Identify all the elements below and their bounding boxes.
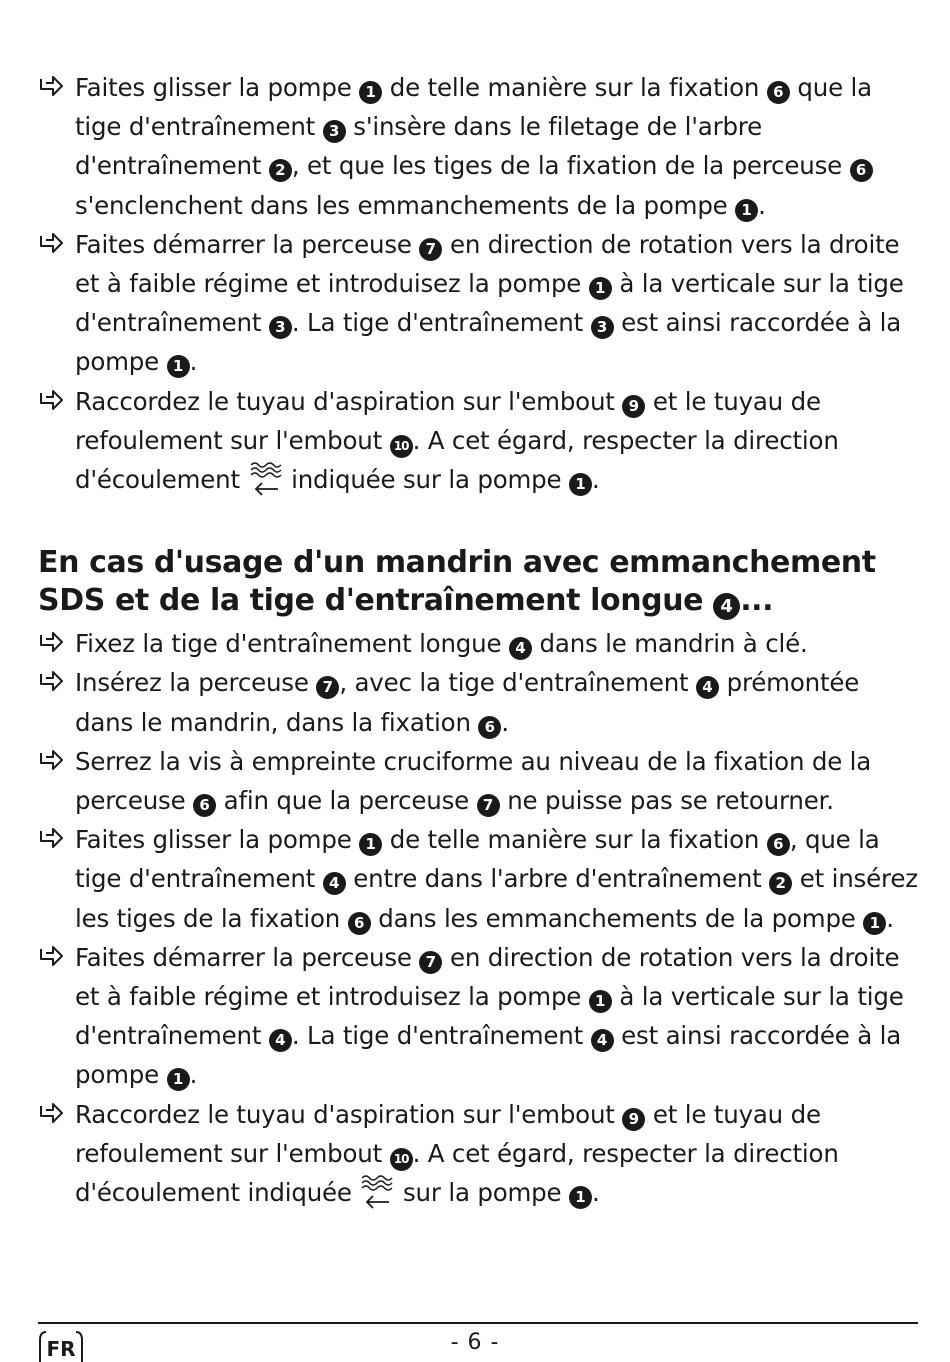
part-number-badge: 1 bbox=[589, 277, 612, 300]
part-number-badge: 1 bbox=[589, 990, 612, 1013]
text-run: En cas d'usage d'un mandrin avec emmanchement SDS et de la tige d'entraînement longue bbox=[38, 545, 876, 619]
part-number-badge: 3 bbox=[591, 316, 614, 339]
part-number-badge: 7 bbox=[477, 794, 500, 817]
text-run: , et que les tiges de la fixation de la perceuse bbox=[291, 151, 850, 181]
text-run: Raccordez le tuyau d'aspiration sur l'embout bbox=[75, 386, 623, 416]
text-run: prémontée dans le mandrin, dans la fixation bbox=[75, 668, 860, 737]
text-run: Faites glisser la pompe bbox=[75, 73, 360, 102]
text-run: Faites démarrer la perceuse bbox=[75, 942, 420, 972]
part-number-badge: 7 bbox=[316, 676, 339, 699]
text-run: . bbox=[758, 190, 766, 220]
part-number-badge: 7 bbox=[419, 238, 442, 261]
section-steps-short-shaft bbox=[38, 68, 918, 499]
part-number-badge: 4 bbox=[696, 676, 719, 699]
part-number-badge: 4 bbox=[509, 637, 532, 660]
text-run: sur la pompe bbox=[395, 1178, 569, 1208]
part-number-badge: 7 bbox=[419, 951, 442, 974]
instruction-step bbox=[38, 382, 918, 500]
part-number-badge: 4 bbox=[269, 1029, 292, 1052]
part-number-badge: 10 bbox=[390, 435, 413, 458]
instruction-step bbox=[38, 68, 918, 225]
language-code: FR bbox=[46, 1337, 76, 1361]
text-run: et le tuyau de refoulement sur l'embout bbox=[75, 1099, 821, 1168]
text-run: entre dans l'arbre d'entraînement bbox=[345, 864, 770, 894]
page-number: - 6 - bbox=[450, 1330, 500, 1355]
flow-direction-icon bbox=[359, 1173, 395, 1211]
part-number-badge: 4 bbox=[713, 593, 740, 620]
part-number-badge: 6 bbox=[193, 794, 216, 817]
text-run: Serrez la vis à empreinte cruciforme au niveau de la fixation de la perceuse bbox=[75, 746, 872, 816]
text-run: en direction de rotation vers la droite et à faible régime et introduisez la pompe bbox=[75, 229, 900, 299]
text-run: afin que la perceuse bbox=[216, 786, 477, 816]
text-run: ... bbox=[740, 583, 774, 619]
text-run: Raccordez le tuyau d'aspiration sur l'embout bbox=[75, 1099, 623, 1129]
part-number-badge: 1 bbox=[167, 355, 190, 378]
part-number-badge: 9 bbox=[622, 1108, 645, 1131]
text-run: . bbox=[591, 1178, 600, 1208]
arrow-right-icon bbox=[38, 1102, 65, 1126]
text-run: et le tuyau de refoulement sur l'embout bbox=[75, 386, 821, 455]
arrow-right-icon bbox=[38, 389, 65, 413]
instruction-step bbox=[38, 225, 918, 382]
text-run: est ainsi raccordée à la pompe bbox=[75, 1021, 902, 1090]
part-number-badge: 6 bbox=[767, 833, 790, 856]
part-number-badge: 3 bbox=[323, 120, 346, 143]
section-heading-sds bbox=[38, 544, 918, 620]
text-run: dans les emmanchements de la pompe bbox=[370, 903, 864, 933]
section-steps-long-shaft bbox=[38, 624, 918, 1212]
part-number-badge: 1 bbox=[735, 199, 758, 222]
arrow-right-icon bbox=[38, 670, 65, 694]
text-run: à la verticale sur la tige d'entraînement bbox=[75, 982, 904, 1051]
part-number-badge: 1 bbox=[167, 1068, 190, 1091]
arrow-right-icon bbox=[38, 75, 65, 99]
part-number-badge: 1 bbox=[359, 81, 382, 104]
text-run: que la tige d'entraînement bbox=[75, 73, 872, 142]
arrow-right-icon bbox=[38, 749, 65, 773]
text-run: de telle manière sur la fixation bbox=[382, 73, 767, 102]
text-run: est ainsi raccordée à la pompe bbox=[75, 308, 902, 377]
part-number-badge: 6 bbox=[348, 912, 371, 935]
part-number-badge: 1 bbox=[863, 912, 886, 935]
part-number-badge: 4 bbox=[591, 1029, 614, 1052]
instruction-step bbox=[38, 624, 918, 663]
part-number-badge: 6 bbox=[767, 81, 790, 104]
text-run: à la verticale sur la tige d'entraînement bbox=[75, 269, 904, 338]
part-number-badge: 6 bbox=[850, 159, 873, 182]
part-number-badge: 6 bbox=[478, 716, 501, 739]
text-run: , que la tige d'entraînement bbox=[75, 825, 880, 894]
flow-direction-icon bbox=[248, 460, 284, 498]
part-number-badge: 1 bbox=[359, 833, 382, 856]
arrow-right-icon bbox=[38, 631, 65, 655]
text-run: . La tige d'entraînement bbox=[291, 308, 591, 338]
text-run: . A cet égard, respecter la direction d'écoulement indiquée bbox=[75, 1138, 839, 1208]
instruction-step bbox=[38, 938, 918, 1095]
part-number-badge: 10 bbox=[390, 1148, 413, 1171]
text-run: de telle manière sur la fixation bbox=[382, 825, 767, 855]
text-run: ne puisse pas se retourner. bbox=[499, 786, 834, 816]
text-run: Faites glisser la pompe bbox=[75, 825, 360, 855]
instruction-step bbox=[38, 742, 918, 820]
text-run: . bbox=[189, 347, 198, 377]
text-run: Faites démarrer la perceuse bbox=[75, 229, 420, 259]
instruction-step bbox=[38, 1095, 918, 1213]
instruction-step bbox=[38, 820, 918, 938]
part-number-badge: 1 bbox=[569, 473, 592, 496]
text-run: Insérez la perceuse bbox=[75, 668, 317, 698]
text-run: . bbox=[501, 707, 509, 737]
arrow-right-icon bbox=[38, 232, 65, 256]
footer-rule bbox=[38, 1322, 918, 1324]
text-run: . bbox=[886, 903, 894, 933]
part-number-badge: 2 bbox=[769, 872, 792, 895]
instruction-step bbox=[38, 663, 918, 741]
manual-page bbox=[38, 68, 918, 1212]
part-number-badge: 1 bbox=[569, 1186, 592, 1209]
text-run: Fixez la tige d'entraînement longue bbox=[75, 629, 509, 659]
text-run: dans le mandrin à clé. bbox=[531, 629, 808, 659]
text-run: et insérez les tiges de la fixation bbox=[75, 864, 918, 933]
arrow-right-icon bbox=[38, 945, 65, 969]
text-run: indiquée sur la pompe bbox=[283, 465, 569, 495]
text-run: . bbox=[189, 1060, 198, 1090]
text-run: . bbox=[591, 465, 600, 495]
arrow-right-icon bbox=[38, 827, 65, 851]
part-number-badge: 2 bbox=[269, 159, 292, 182]
part-number-badge: 9 bbox=[622, 395, 645, 418]
text-run: , avec la tige d'entraînement bbox=[339, 668, 697, 698]
text-run: en direction de rotation vers la droite et à faible régime et introduisez la pompe bbox=[75, 942, 900, 1012]
part-number-badge: 4 bbox=[323, 872, 346, 895]
text-run: . A cet égard, respecter la direction d'écoulement bbox=[75, 425, 839, 495]
text-run: s'insère dans le filetage de l'arbre d'entraînement bbox=[75, 112, 763, 181]
text-run: . La tige d'entraînement bbox=[291, 1021, 591, 1051]
text-run: s'enclenchent dans les emmanchements de la pompe bbox=[75, 190, 736, 220]
part-number-badge: 3 bbox=[269, 316, 292, 339]
